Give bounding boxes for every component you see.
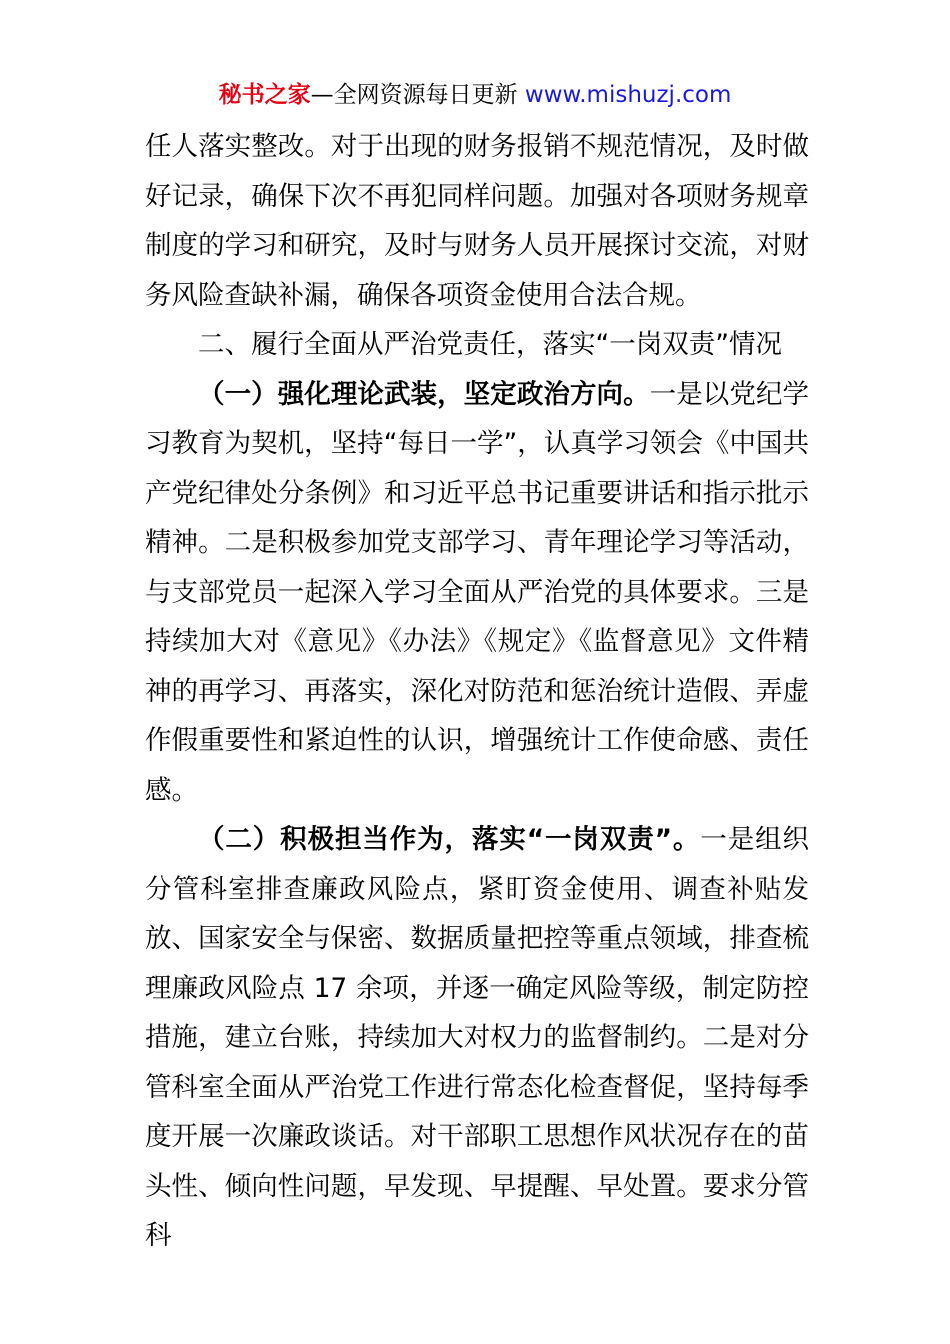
- brand-name: 秘书之家: [218, 82, 311, 108]
- document-body: [145, 122, 809, 1261]
- paragraph-continuation: 任人落实整改。对于出现的财务报销不规范情况，及时做好记录，确保下次不再犯同样问题。加强对各项财务规章制度的学习和研究，及时与财务人员开展探讨交流，对财务风险查缺补漏，确保各项资金使用合法合规。: [145, 131, 809, 311]
- page-header: [0, 78, 950, 112]
- subheading-2: （二）积极担当作为，落实“一岗双责”。: [198, 824, 701, 855]
- paragraph-item-1: [145, 370, 809, 816]
- paragraph-item-1-text: 一是以党纪学习教育为契机，坚持“每日一学”，认真学习领会《中国共产党纪律处分条例》和习近平总书记重要讲话和指示批示精神。二是积极参加党支部学习、青年理论学习等活动，与支部党员一起深入学习全面从严治党的具体要求。三是持续加大对《意见》《办法》《规定》《监督意见》文件精神的再学习、再落实，深化对防范和惩治统计造假、弄虚作假重要性和紧迫性的认识，增强统计工作使命感、责任感。: [145, 378, 810, 806]
- section-heading: 二、履行全面从严治党责任，落实“一岗双责”情况: [198, 329, 782, 360]
- paragraph-item-2: [145, 815, 809, 1261]
- website-url[interactable]: www.mishuzj.com: [524, 82, 732, 108]
- subheading-1: （一）强化理论武装，坚定政治方向。: [198, 378, 650, 410]
- header-tagline: —全网资源每日更新: [310, 82, 525, 108]
- paragraph-item-2-text: 一是组织分管科室排查廉政风险点，紧盯资金使用、调查补贴发放、国家安全与保密、数据质量把控等重点领域，排查梳理廉政风险点 17 余项，并逐一确定风险等级，制定防控措施，建立台账，持续加大对权力的监督制约。二是对分管科室全面从严治党工作进行常态化检查督促，坚持每季度开展一次廉政谈话。对干部职工思想作风状况存在的苗头性、倾向性问题，早发现、早提醒、早处置。要求分管科: [145, 824, 809, 1251]
